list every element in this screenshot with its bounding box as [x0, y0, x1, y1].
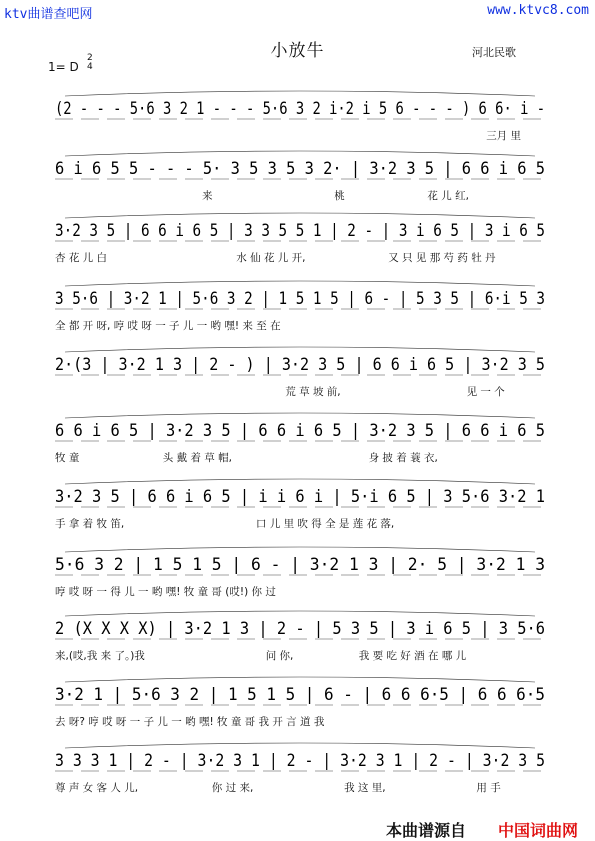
- slur-mark: [65, 151, 535, 156]
- notation-svg: [55, 414, 545, 444]
- notation-text: 5·6 3 2 | 1 5 1 5 | 6 - | 3·2 1 3 | 2· 5 | 3·2 1 3: [55, 555, 545, 575]
- footer-source-label: 本曲谱源自: [386, 821, 467, 840]
- slur-mark: [65, 479, 535, 484]
- notation-svg: [55, 214, 545, 244]
- lyric-text: 花 儿 红,: [427, 190, 469, 202]
- notation-text: 3 3 3 1 | 2 - | 3·2 3 1 | 2 - | 3·2 3 1 | 2 - | 3·2 3 5: [55, 751, 545, 771]
- lyrics-line: [55, 780, 545, 796]
- notation-line: [55, 744, 545, 774]
- notation-svg: [55, 678, 545, 708]
- notation-line: [55, 480, 545, 510]
- score-system: [0, 282, 595, 352]
- score-system: [0, 548, 595, 618]
- lyric-text: 口 儿 里 吹 得 全 是 莲 花 落,: [255, 518, 395, 530]
- notation-line: [55, 348, 545, 378]
- lyric-text: 头 戴 着 草 帽,: [162, 452, 232, 464]
- slur-mark: [65, 347, 535, 352]
- notation-text: 2·(3 | 3·2 1 3 | 2 - ) | 3·2 3 5 | 6 6 i 6 5 | 3·2 3 5: [55, 355, 545, 375]
- notation-text: 6 i 6 5 5 - - - 5· 3 5 3 5 3 2· | 3·2 3 5 | 6 6 i 6 5: [55, 159, 545, 179]
- lyrics-line: [55, 584, 545, 600]
- lyric-text: 身 披 着 蓑 衣,: [368, 452, 438, 464]
- lyric-text: 尊 声 女 客 人 儿,: [55, 782, 139, 794]
- notation-line: [55, 678, 545, 708]
- notation-svg: [55, 282, 545, 312]
- notation-text: 3·2 3 5 | 6 6 i 6 5 | 3 3 5 5 1 | 2 - | 3 i 6 5 | 3 i 6 5: [55, 221, 545, 241]
- meter-bottom: 4: [87, 62, 93, 72]
- notation-text: 2 (X X X X) | 3·2 1 3 | 2 - | 5 3 5 | 3 i 6 5 | 3 5·6: [55, 619, 545, 639]
- score-system: [0, 348, 595, 418]
- slur-mark: [65, 677, 535, 682]
- song-source: 河北民歌: [472, 46, 516, 59]
- lyric-text: 手 拿 着 牧 笛,: [55, 518, 125, 530]
- notation-svg: [55, 480, 545, 510]
- footer-site-name: 中国词曲网: [498, 821, 579, 840]
- lyric-text: 你 过 来,: [211, 782, 254, 794]
- notation-line: [55, 152, 545, 182]
- lyric-text: 用 手: [476, 782, 501, 794]
- lyric-text: 去 呀? 哼 哎 呀 一 子 儿 一 哟 嘿! 牧 童 哥 我 开 言 道 我: [55, 716, 325, 728]
- lyrics-line: [55, 450, 545, 466]
- notation-line: [55, 214, 545, 244]
- lyrics-line: [55, 318, 545, 334]
- slur-mark: [65, 743, 535, 748]
- site-watermark-right: www.ktvc8.com: [487, 3, 589, 18]
- lyric-text: 三月 里: [486, 130, 522, 142]
- score-system: [0, 214, 595, 284]
- notation-line: [55, 282, 545, 312]
- lyric-text: 全 都 开 呀, 哼 哎 呀 一 子 儿 一 哟 嘿! 来 至 在: [55, 320, 281, 332]
- lyric-text: 又 只 见 那 芍 药 牡 丹: [388, 252, 496, 264]
- notation-line: [55, 612, 545, 642]
- lyric-text: 我 要 吃 好 酒 在 哪 儿: [358, 650, 467, 662]
- lyric-text: 问 你,: [265, 650, 294, 662]
- time-signature: [87, 54, 93, 72]
- lyrics-line: [55, 384, 545, 400]
- score-system: [0, 414, 595, 484]
- notation-svg: [55, 548, 545, 578]
- site-watermark-left: ktv曲谱查吧网: [4, 7, 93, 22]
- notation-svg: [55, 612, 545, 642]
- score-system: [0, 480, 595, 550]
- notation-line: [55, 548, 545, 578]
- notation-text: 3 5·6 | 3·2 1 | 5·6 3 2 | 1 5 1 5 | 6 - | 5 3 5 | 6·i 5 3: [55, 289, 545, 309]
- lyrics-line: [55, 128, 545, 144]
- lyrics-line: [55, 250, 545, 266]
- slur-mark: [65, 413, 535, 418]
- notation-svg: [55, 92, 545, 122]
- lyric-text: 桃: [334, 190, 345, 202]
- lyric-text: 杏 花 儿 白: [55, 252, 108, 264]
- lyric-text: 荒 草 坡 前,: [285, 386, 341, 398]
- score-system: [0, 678, 595, 748]
- notation-text: 6 6 i 6 5 | 3·2 3 5 | 6 6 i 6 5 | 3·2 3 5 | 6 6 i 6 5: [55, 421, 545, 441]
- song-title: 小放牛: [270, 41, 325, 61]
- notation-svg: [55, 348, 545, 378]
- lyric-text: 牧 童: [55, 452, 80, 464]
- lyric-text: 来: [202, 190, 213, 202]
- lyric-text: 水 仙 花 儿 开,: [236, 252, 306, 264]
- notation-line: [55, 414, 545, 444]
- score-system: [0, 612, 595, 682]
- notation-svg: [55, 744, 545, 774]
- score-system: [0, 744, 595, 814]
- lyric-text: 哼 哎 呀 一 得 儿 一 哟 嘿! 牧 童 哥 (哎!) 你 过: [55, 586, 276, 598]
- meter-top: 2: [87, 53, 93, 63]
- lyric-text: 来,(哎,我 来 了。)我: [55, 650, 145, 662]
- slur-mark: [65, 547, 535, 552]
- lyrics-line: [55, 648, 545, 664]
- slur-mark: [65, 611, 535, 616]
- slur-mark: [65, 213, 535, 218]
- key-signature: 1= D: [48, 60, 79, 74]
- notation-text: 3·2 1 | 5·6 3 2 | 1 5 1 5 | 6 - | 6 6 6·5 | 6 6 6·5: [55, 685, 545, 705]
- lyrics-line: [55, 714, 545, 730]
- notation-line: [55, 92, 545, 122]
- lyric-text: 见 一 个: [466, 386, 505, 398]
- notation-svg: [55, 152, 545, 182]
- score-system: [0, 152, 595, 222]
- lyrics-line: [55, 188, 545, 204]
- lyric-text: 我 这 里,: [344, 782, 386, 794]
- notation-text: (2 - - - 5·6 3 2 1 - - - 5·6 3 2 i·2 i 5 6 - - - ) 6 6· i -: [55, 99, 545, 119]
- slur-mark: [65, 91, 535, 96]
- slur-mark: [65, 281, 535, 286]
- lyrics-line: [55, 516, 545, 532]
- notation-text: 3·2 3 5 | 6 6 i 6 5 | i i 6 i | 5·i 6 5 | 3 5·6 3·2 1: [55, 487, 545, 507]
